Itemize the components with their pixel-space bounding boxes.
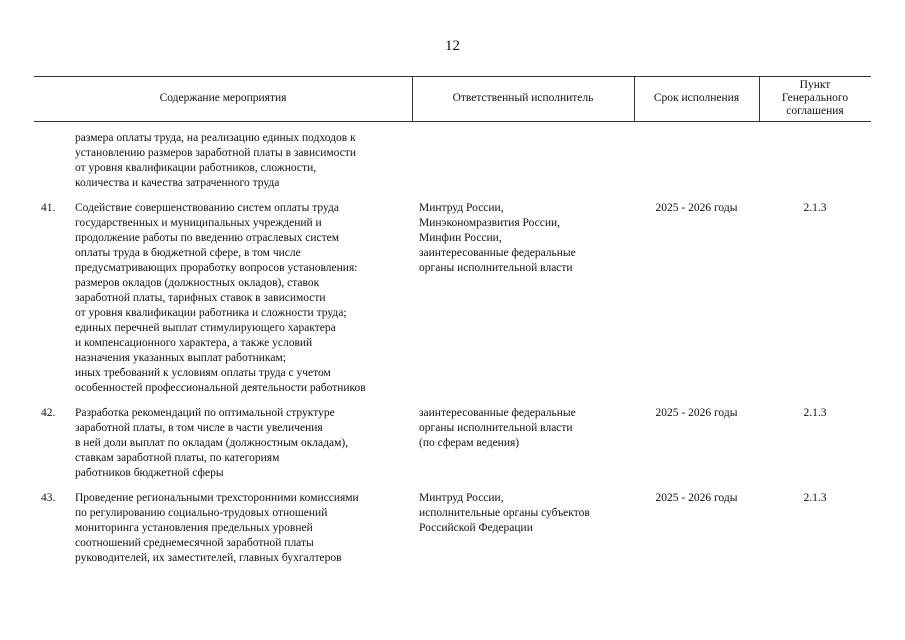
table-body	[0, 131, 905, 576]
row-content: Проведение региональными трехсторонними комиссиями по регулированию социально-трудовых отношений мониторинга установления предельных уровней соотношений среднемесячной заработной платы руководителей, их заместителей, главных бухгалтеров	[75, 492, 359, 564]
page-number: 12	[445, 38, 460, 54]
column-header-term: Срок исполнения	[653, 92, 740, 104]
row-responsible: Минтруд России, Минэкономразвития России, Минфин России, заинтересованные федеральные органы исполнительной власти	[419, 202, 576, 274]
row-term: 2025 - 2026 годы	[655, 407, 738, 419]
row-responsible: заинтересованные федеральные органы исполнительной власти (по сферам ведения)	[419, 407, 576, 449]
row-number: 42.	[41, 407, 56, 419]
row-point: 2.1.3	[803, 407, 827, 419]
row-content: Содействие совершенствованию систем оплаты труда государственных и муниципальных учреждений и продолжение работы по введению отраслевых систем оплаты труда в бюджетной сфере, в том числе предусматривающих проработку вопросов установления: размеров окладов (должностных окладов), ставок заработной платы, тарифных ставок в зависимости от уровня квалификации работника и сложности труда; единых перечней выплат стимулирующего характера и компенсационного характера, а также условий назначения указанных выплат работникам; иных требований к условиям оплаты труда с учетом особенностей профессиональной деятельности работников	[75, 202, 366, 394]
table-header-bottom-rule	[34, 121, 871, 122]
row-term: 2025 - 2026 годы	[655, 202, 738, 214]
column-header-responsible: Ответственный исполнитель	[452, 92, 594, 104]
row-number: 41.	[41, 202, 56, 214]
row-term: 2025 - 2026 годы	[655, 492, 738, 504]
row-point: 2.1.3	[803, 202, 827, 214]
table-row	[0, 406, 905, 481]
table-row	[0, 491, 905, 566]
table-row	[0, 131, 905, 191]
column-header-content: Содержание мероприятия	[159, 92, 287, 104]
row-point: 2.1.3	[803, 492, 827, 504]
row-responsible: Минтруд России, исполнительные органы субъектов Российской Федерации	[419, 492, 590, 534]
column-header-point: Пункт Генерального соглашения	[781, 79, 849, 117]
row-number: 43.	[41, 492, 56, 504]
row-content: размера оплаты труда, на реализацию единых подходов к установлению размеров заработной платы в зависимости от уровня квалификации работников, сложности, количества и качества затраченного труда	[75, 132, 356, 189]
row-content: Разработка рекомендаций по оптимальной структуре заработной платы, в том числе в части увеличения в ней доли выплат по окладам (должностным окладам), ставкам заработной платы, по категориям работников бюджетной сферы	[75, 407, 349, 479]
table-row	[0, 201, 905, 396]
